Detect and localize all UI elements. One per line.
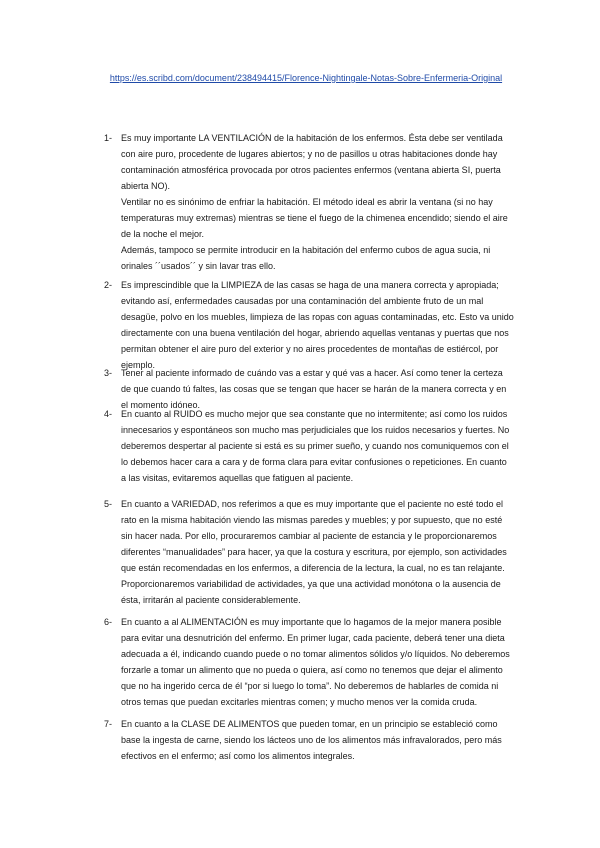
list-item	[104, 406, 514, 486]
list-item	[104, 496, 514, 608]
paragraph: Es imprescindible que la LIMPIEZA de las casas se haga de una manera correcta y apropiada; evitando así, enfermedades causadas por una contaminación del ambiente fruto de un mal desagüe, polvo en los muebles, limpieza de las ropas con aguas contaminadas, etc. Esto va unido directamente con una buena ventilación del hogar, abriendo aquellas ventanas y puertas que nos permitan obtener el aire puro del exterior y no aires procedentes de montañas de estiércol, por ejemplo.	[121, 280, 514, 370]
item-body	[121, 406, 514, 486]
list-item	[104, 130, 514, 274]
paragraph: En cuanto a al ALIMENTACIÓN es muy importante que lo hagamos de la mejor manera posible para evitar una desnutrición del enfermo. En primer lugar, cada paciente, deberá tener una dieta adecuada a él, indicando cuando puede o no tomar alimentos sólidos y/o líquidos. No deberemos forzarle a tomar un alimento que no pueda o quiera, así como no tenemos que dejar el alimento que no ha ingerido cerca de él “por si luego lo toma”. No deberemos de hablarles de comida ni otros temas que puedan excitarles mientras comen; y mucho menos ver la comida cruda.	[121, 617, 510, 707]
item-body	[121, 277, 514, 373]
item-body	[121, 130, 514, 274]
paragraph: Además, tampoco se permite introducir en la habitación del enfermo cubos de agua sucia, ni orinales ´´usados´´ y sin lavar tras ello.	[121, 245, 491, 271]
item-body	[121, 716, 514, 764]
item-number: 4-	[104, 409, 113, 419]
paragraph: Tener al paciente informado de cuándo vas a estar y qué vas a hacer. Así como tener la certeza de que cuando tú faltes, las cosas que se tengan que hacer se harán de la manera correcta y en el momento idóneo.	[121, 368, 507, 410]
paragraph: En cuanto a VARIEDAD, nos referimos a que es muy importante que el paciente no esté todo el rato en la misma habitación viendo las mismas paredes y muebles; y por supuesto, que no esté sin hacer nada. Por ello, procuraremos cambiar al paciente de estancia y le proporcionaremos diferentes “manualidades” para hacer, ya que la costura y escritura, por ejemplo, son actividades que están recomendadas en los enfermos, a diferencia de la lectura, la cual, no es tan relajante. Proporcionaremos variabilidad de actividades, ya que una actividad monótona o la ausencia de ésta, irritarán al paciente considerablemente.	[121, 499, 507, 605]
item-body	[121, 496, 514, 608]
paragraph: Es muy importante LA VENTILACIÓN de la habitación de los enfermos. Ésta debe ser ventilada con aire puro, procedente de lugares abiertos; y no de pasillos u otras habitaciones donde hay contaminación atmosférica provocada por otros pacientes enfermos (ventana abierta SI, puerta abierta NO).	[121, 133, 503, 191]
item-number: 1-	[104, 133, 113, 143]
item-number: 3-	[104, 368, 113, 378]
item-number: 2-	[104, 280, 113, 290]
item-number: 6-	[104, 617, 113, 627]
paragraph: Ventilar no es sinónimo de enfriar la habitación. El método ideal es abrir la ventana (si no hay temperaturas muy extremas) mientras se tiene el fuego de la chimenea encendido; siendo el aire de la noche el mejor.	[121, 197, 508, 239]
item-body	[121, 614, 514, 710]
list-item	[104, 277, 514, 373]
item-number: 5-	[104, 499, 113, 509]
item-number: 7-	[104, 719, 113, 729]
paragraph: En cuanto al RUIDO es mucho mejor que sea constante que no intermitente; así como los ruidos innecesarios y espontáneos son mucho mas perjudiciales que los ruidos necesarios y fuertes. No deberemos despertar al paciente si está es su primer sueño, y cuando nos comuniquemos con el lo debemos hacer cara a cara y de forma clara para evitar confusiones o repeticiones. En cuanto a las visitas, evitaremos aquellas que fatiguen al paciente.	[121, 409, 510, 483]
paragraph: En cuanto a la CLASE DE ALIMENTOS que pueden tomar, en un principio se estableció como base la ingesta de carne, siendo los lácteos uno de los alimentos más infravalorados, pero más efectivos en el enfermo; así como los alimentos integrales.	[121, 719, 502, 761]
source-link[interactable]: https://es.scribd.com/document/238494415/Florence-Nightingale-Notas-Sobre-Enfermeria-Original	[109, 73, 503, 83]
list-item	[104, 614, 514, 710]
list-item	[104, 716, 514, 764]
